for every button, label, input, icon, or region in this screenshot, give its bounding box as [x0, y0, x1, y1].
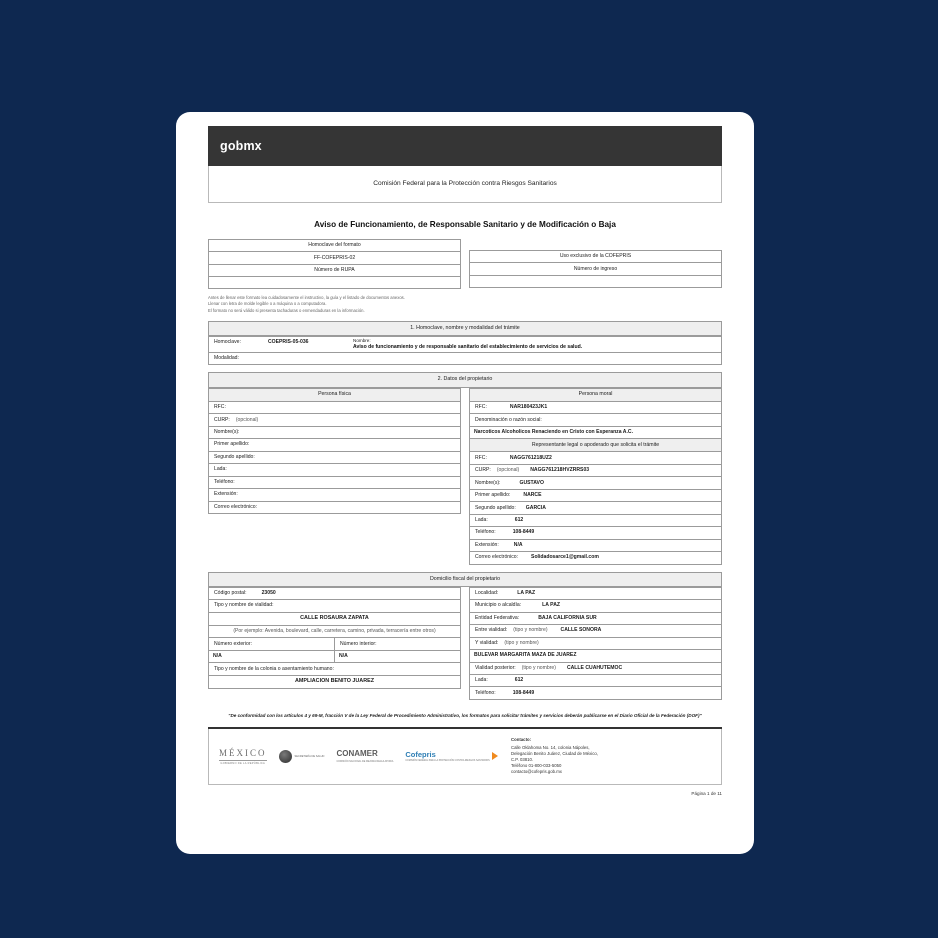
section3-body: [208, 587, 722, 700]
rep-row: [469, 527, 722, 539]
persona-fisica-block: [208, 388, 461, 565]
rep-label: Correo electrónico:: [475, 554, 519, 561]
dom-row: [208, 676, 461, 689]
pm-value: NAR180423JK1: [509, 404, 548, 411]
agency-header: [208, 166, 722, 203]
dom-label: Municipio o alcaldía:: [475, 602, 522, 609]
pf-value: [262, 502, 460, 513]
dom-value: CALLE CUAHUTEMOC: [566, 664, 623, 671]
rep-label: RFC:: [475, 454, 487, 461]
dom-value: BAJA CALIFORNIA SUR: [538, 614, 597, 621]
dom-value: 23050: [261, 590, 276, 597]
nombre-value: Aviso de funcionamiento y de responsable sanitario del establecimiento de servicios de salud.: [353, 344, 583, 351]
rep-value: GUSTAVO: [519, 479, 544, 486]
dom-row: [208, 587, 461, 600]
dom-row: [208, 613, 461, 626]
dom-value: [279, 600, 460, 611]
document-title: Aviso de Funcionamiento, de Responsable Sanitario y de Modificación o Baja: [314, 220, 616, 229]
contact-line: Teléfono 01-800-033-5050: [511, 763, 562, 769]
pm-row: [469, 402, 722, 414]
pf-label: Primer apellido:: [214, 441, 250, 448]
conamer-logo: [336, 749, 393, 763]
dom-label: Localidad:: [475, 590, 499, 597]
pf-row: [208, 502, 461, 514]
salud-logo-text: SECRETARÍA DE SALUD: [294, 754, 325, 758]
contact-line: C.P. 03810.: [511, 756, 534, 762]
vialidad-hint: (Por ejemplo: Avenida, boulevard, calle, carretera, camino, privada, terracería entre otros): [233, 628, 436, 635]
section1-body: [208, 336, 722, 365]
pf-value: [244, 427, 460, 438]
dom-label: Teléfono:: [475, 689, 496, 696]
homoclave-header: Homoclave del formato: [208, 239, 461, 252]
pf-row: [208, 427, 461, 439]
pf-value: [232, 464, 460, 475]
ingreso-value: [469, 276, 722, 288]
dom-hint: (tipo y nombre): [521, 664, 556, 671]
gobmx-logo: [220, 138, 262, 155]
numero-interior-label: Número interior:: [340, 640, 377, 647]
conamer-logo-word: CONAMER: [336, 749, 378, 759]
pf-value: [240, 477, 460, 488]
section1-homoclave-row: [208, 336, 722, 353]
dom-label: Y vialidad:: [475, 639, 499, 646]
pf-label: Nombre(s):: [214, 428, 240, 435]
modalidad-value: [265, 353, 721, 364]
rep-row: [469, 452, 722, 464]
rep-label: Nombre(s):: [475, 479, 501, 486]
footer-contact: [511, 737, 711, 775]
persona-moral-header: Persona moral: [469, 388, 722, 402]
gobmx-logo-text: gob: [220, 138, 244, 153]
homoclave-label: Homoclave:: [214, 339, 241, 346]
rep-row: [469, 465, 722, 477]
mexico-logo-word: MÉXICO: [219, 748, 267, 759]
pm-label: Denominación o razón social:: [475, 416, 542, 423]
pf-label: Extensión:: [214, 491, 238, 498]
contact-email[interactable]: contacto@cofepris.gob.mx: [511, 769, 562, 775]
dom-value: CALLE SONORA: [560, 627, 602, 634]
dom-row: [469, 687, 722, 699]
dom-row: [469, 650, 722, 662]
pf-label: Correo electrónico:: [214, 503, 258, 510]
contact-line: Calle Oklahoma No. 14, colonia Nápoles,: [511, 744, 590, 750]
dom-row: [469, 638, 722, 650]
rupa-value: [208, 277, 461, 289]
pf-value: [260, 452, 460, 463]
dom-row: [469, 663, 722, 675]
section1-nombre-cell: [349, 337, 721, 352]
agency-name: Comisión Federal para la Protección contra Riesgos Sanitarios: [373, 179, 557, 187]
pf-row: [208, 414, 461, 426]
pf-row: [208, 489, 461, 501]
pf-label: CURP:: [214, 416, 230, 423]
pf-row: [208, 464, 461, 476]
dom-label: Entidad Federativa:: [475, 614, 520, 621]
rep-value: 612: [514, 517, 524, 523]
dom-row: [469, 675, 722, 687]
dom-row: [208, 663, 461, 675]
cofepris-logo-word: Cofepris: [405, 749, 436, 759]
dom-row: [469, 625, 722, 637]
persona-moral-block: [469, 388, 722, 565]
dom-row: [469, 600, 722, 612]
dom-label: Lada:: [475, 677, 488, 684]
numero-interior-value: N/A: [339, 653, 348, 660]
homoclave-tramite-value: COEPRIS-05-036: [268, 339, 309, 346]
pf-row: [208, 452, 461, 464]
pf-value: [254, 439, 460, 450]
dom-row: [469, 587, 722, 600]
footer-logos: [219, 737, 511, 775]
mexico-logo: [219, 747, 267, 766]
dom-value: [544, 638, 721, 649]
pm-label: RFC:: [475, 404, 487, 411]
arrow-icon: [492, 752, 498, 760]
gobmx-banner: [208, 126, 722, 166]
rep-label: Lada:: [475, 517, 488, 523]
dom-label: Vialidad posterior:: [475, 664, 516, 671]
pf-value: [263, 414, 460, 425]
section1-band: 1. Homoclave, nombre y modalidad del trámite: [208, 321, 722, 336]
dom-row: [469, 613, 722, 625]
dom-label: Tipo y nombre de vialidad:: [214, 602, 274, 609]
nombre-label: Nombre:: [353, 338, 371, 344]
persona-fisica-header: Persona física: [208, 388, 461, 402]
dom-value: 108-8449: [512, 689, 535, 696]
rep-hint: (opcional): [496, 467, 520, 474]
format-left: [208, 239, 461, 289]
pf-label: Teléfono:: [214, 478, 235, 485]
escudo-nacional-icon: [279, 750, 292, 763]
rep-row: [469, 477, 722, 489]
section2-band: 2. Datos del propietario: [208, 372, 722, 387]
modalidad-label: Modalidad:: [214, 355, 239, 362]
page-number: Página 1 de 11: [691, 790, 722, 796]
document-page: [176, 112, 754, 854]
dom-hint: (tipo y nombre): [513, 627, 548, 634]
rep-value: Solidadosarce1@gmail.com: [531, 554, 599, 561]
instructions: [208, 295, 722, 314]
pf-label: Segundo apellido:: [214, 453, 255, 460]
rep-row: [469, 540, 722, 552]
pm-razon-social: Narcoticos Alcoholicos Renaciendo en Cristo con Esperanza A.C.: [474, 428, 633, 435]
pf-label: Lada:: [214, 466, 227, 473]
rep-value: NAGG761218UZ2: [509, 454, 552, 461]
cofepris-logo-sub: COMISIÓN FEDERAL PARA LA PROTECCIÓN CONTRA RIESGOS SANITARIOS: [405, 759, 490, 762]
dom-value: 612: [514, 677, 524, 684]
rep-row: [469, 490, 722, 502]
pf-row: [208, 477, 461, 489]
pm-row: [469, 414, 722, 426]
pf-value: [243, 489, 460, 500]
gobmx-logo-suffix: mx: [243, 138, 262, 153]
rupa-header: Número de RUPA: [208, 265, 461, 277]
representante-band: Representante legal o apoderado que solicita el trámite: [469, 439, 722, 452]
contact-title: Contacto:: [511, 737, 532, 743]
dom-row: [208, 600, 461, 612]
conamer-logo-sub: COMISIÓN NACIONAL DE MEJORA REGULATORIA: [336, 760, 394, 764]
homoclave-value: FF-COFEPRIS-02: [208, 252, 461, 264]
pf-value: [231, 402, 460, 413]
mexico-logo-sub: GOBIERNO DE LA REPÚBLICA: [220, 762, 266, 766]
rep-value: NARCE: [523, 492, 542, 499]
instruction-line: Antes de llenar este formato lea cuidadosamente el instructivo, la guía y el listado de documentos anexos.: [208, 295, 405, 301]
pm-value: [547, 414, 721, 425]
section3-band: Domicilio fiscal del propietario: [208, 572, 722, 587]
dom-row: [208, 626, 461, 638]
rep-label: Extensión:: [475, 541, 499, 548]
rep-value: GARCIA: [525, 504, 546, 511]
y-vialidad-value: BULEVAR MARGARITA MAZA DE JUAREZ: [474, 652, 577, 659]
rep-row: [469, 515, 722, 527]
document-body: [192, 126, 738, 844]
section1-modalidad-row: [208, 353, 722, 365]
section2-body: [208, 388, 722, 565]
dom-label: Código postal:: [214, 590, 247, 597]
dom-value: LA PAZ: [517, 590, 536, 597]
rep-label: CURP:: [475, 467, 491, 474]
rep-value: N/A: [513, 541, 523, 548]
rep-label: Primer apellido:: [475, 492, 511, 499]
numero-exterior-label: Número exterior:: [209, 638, 335, 649]
ingreso-header: Número de ingreso: [469, 263, 722, 275]
instruction-line: El formato no será válido si presenta tachaduras o enmendaduras en la información.: [208, 307, 365, 313]
cofepris-use-header: Uso exclusivo de la COFEPRIS: [469, 250, 722, 263]
pf-label: RFC:: [214, 404, 226, 411]
rep-label: Segundo apellido:: [475, 504, 516, 511]
numero-exterior-value: N/A: [209, 651, 335, 662]
instruction-line: Llenar con letra de molde legible o a máquina o a computadora.: [208, 301, 327, 307]
contact-line: Delegación Benito Juárez, Ciudad de México,: [511, 750, 598, 756]
pf-row: [208, 402, 461, 414]
pf-row: [208, 439, 461, 451]
document-footer: [208, 729, 722, 784]
colonia-label: Tipo y nombre de la colonia o asentamiento humano:: [214, 665, 334, 672]
format-right: [469, 239, 722, 289]
format-block: [208, 239, 722, 289]
pm-row: [469, 427, 722, 439]
dom-row: [208, 638, 461, 650]
rep-label: Teléfono:: [475, 529, 496, 536]
domicilio-right: [469, 587, 722, 700]
vialidad-value: CALLE ROSAURA ZAPATA: [300, 615, 369, 622]
dom-label: Entre vialidad:: [475, 627, 508, 634]
dom-hint: (tipo y nombre): [504, 639, 539, 646]
cofepris-logo: [405, 750, 497, 763]
domicilio-left: [208, 587, 461, 700]
colonia-value: AMPLIACION BENITO JUAREZ: [295, 678, 374, 685]
rep-value: NAGG761218HVZRRS03: [530, 467, 590, 474]
legal-note: "De conformidad con los artículos 4 y 69-M, fracción V de la Ley Federal de Procedimiento Administrativo, los formatos para solicitar trámites y servicios deberán publicarse en el Diario Oficial de la Federación (DOF)": [228, 712, 702, 718]
dom-row: [208, 651, 461, 663]
dom-value: LA PAZ: [542, 602, 560, 609]
rep-value: 108-8449: [512, 529, 535, 536]
rep-row: [469, 552, 722, 564]
pf-hint: (opcional): [235, 416, 259, 423]
salud-logo: [279, 750, 325, 763]
rep-row: [469, 502, 722, 514]
